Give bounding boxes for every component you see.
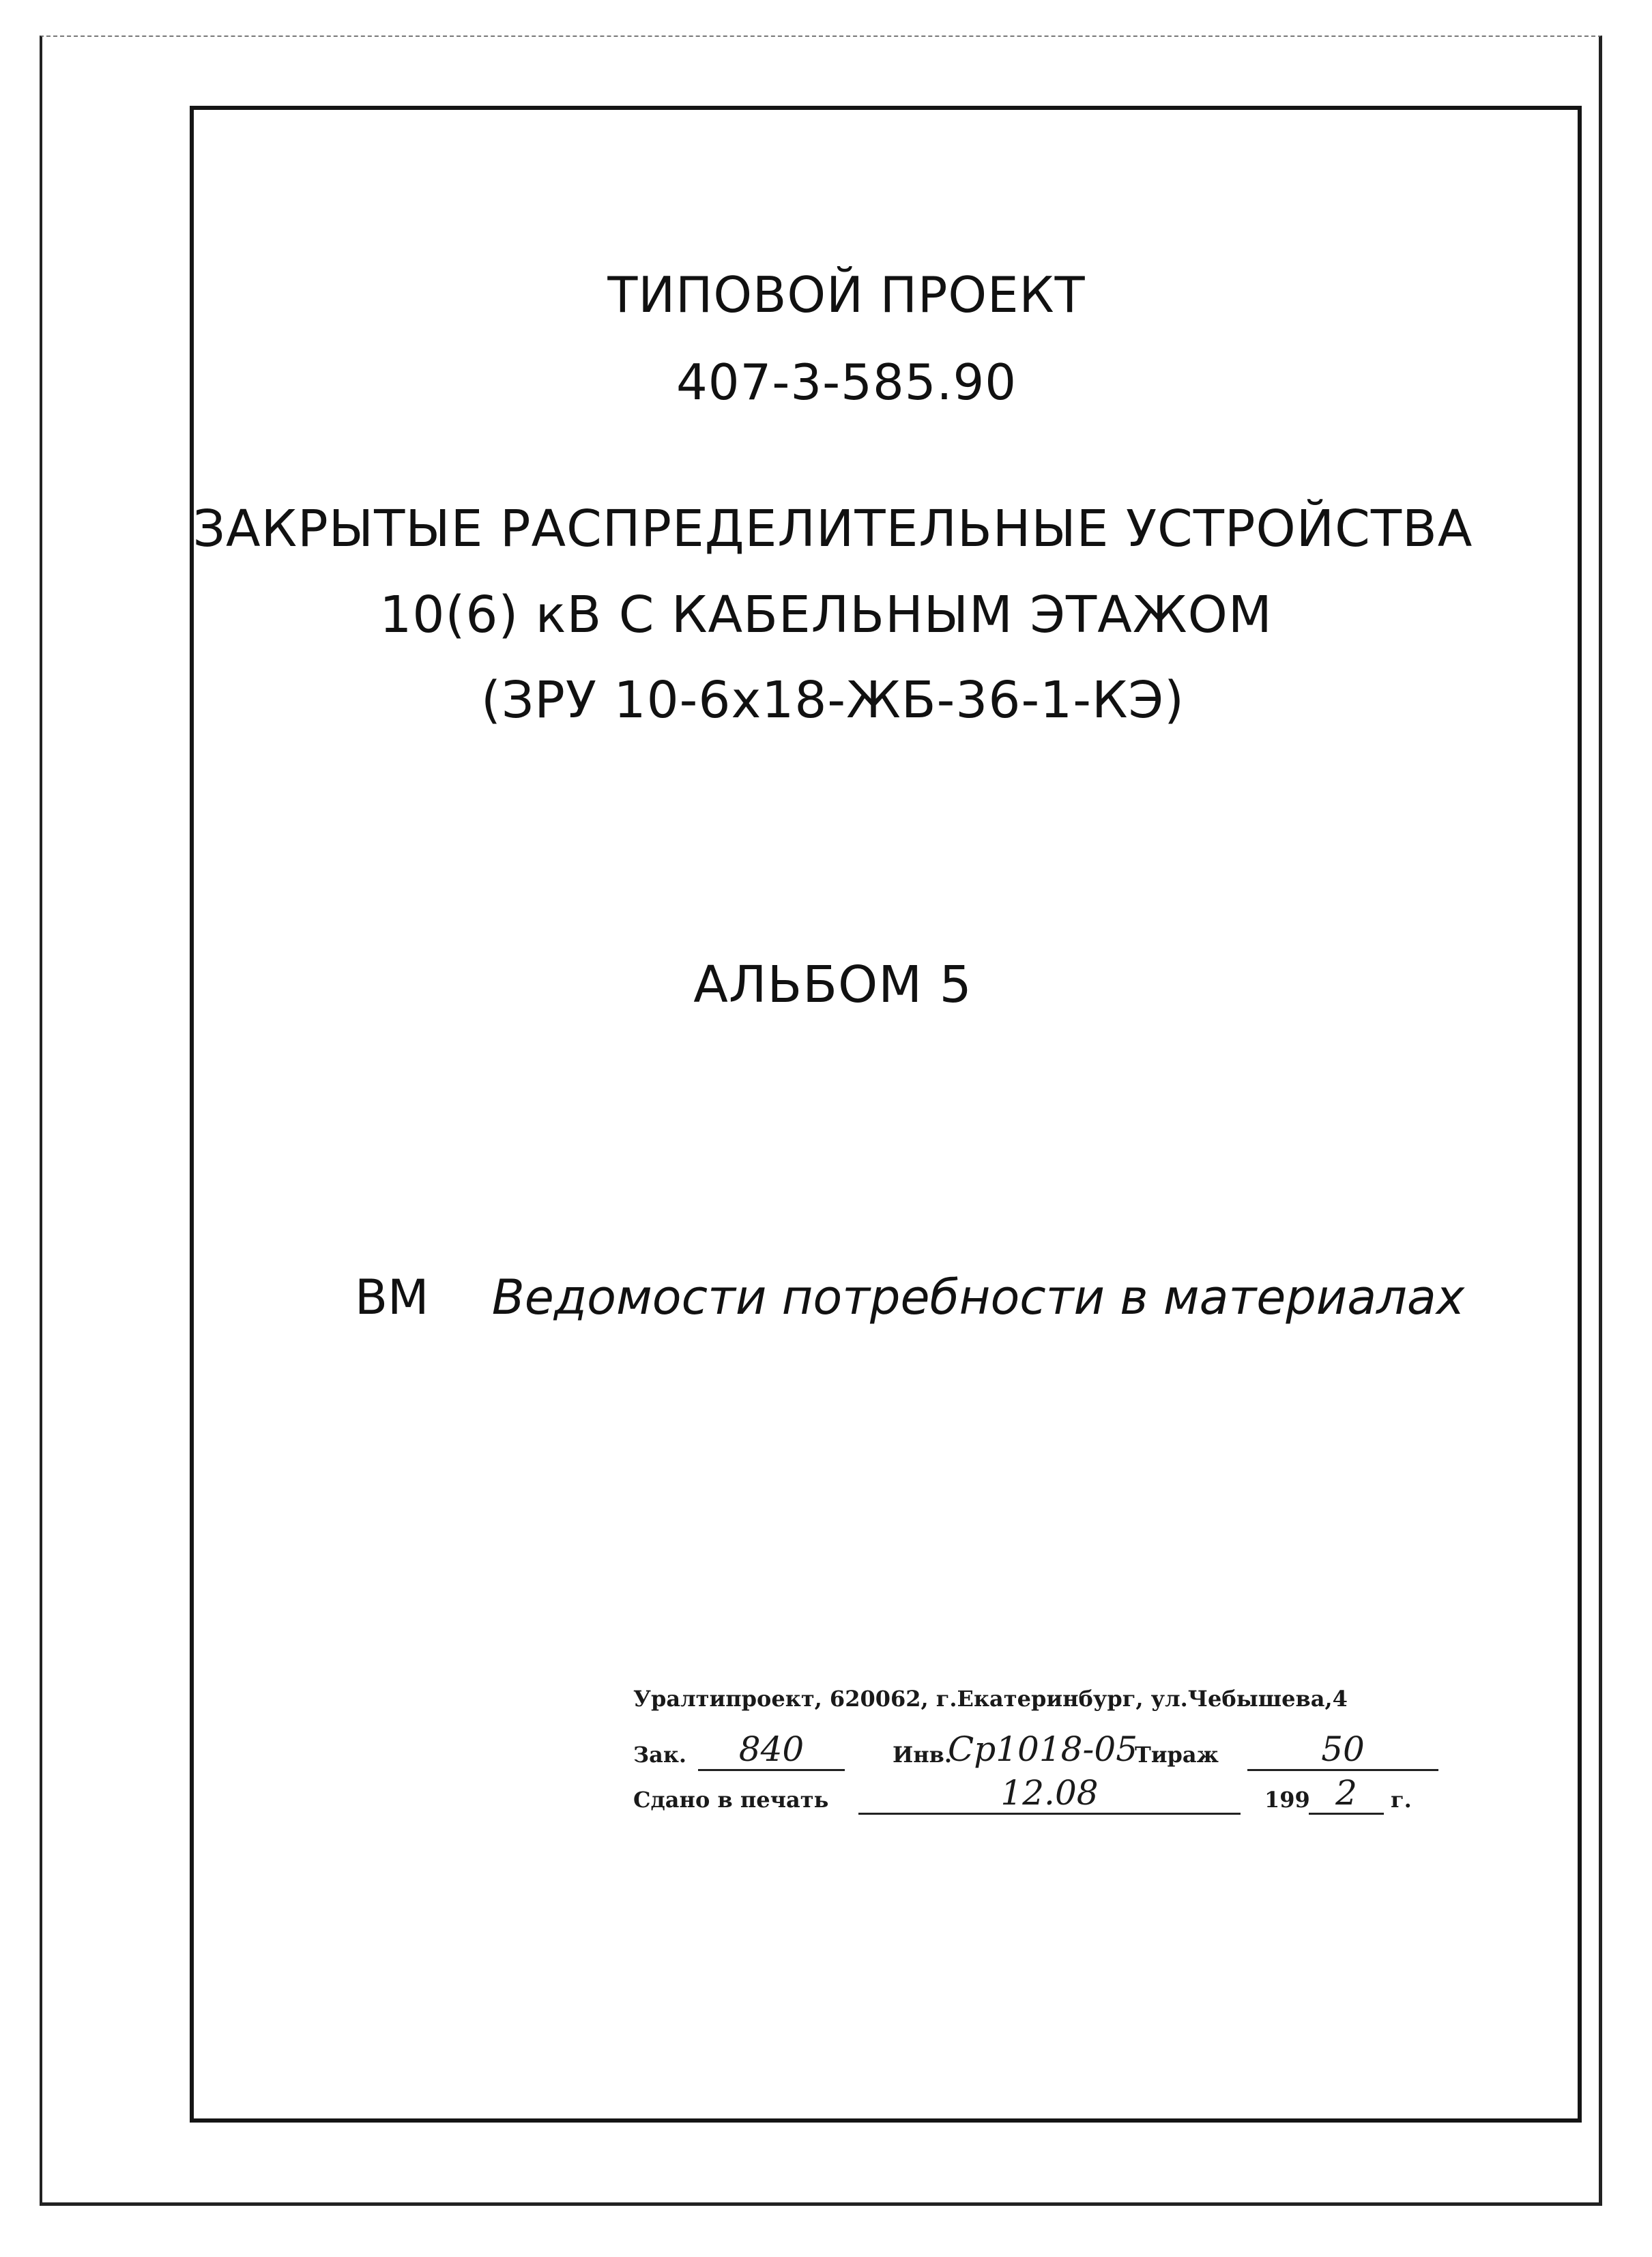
inventory-label: Инв.: [893, 1742, 953, 1768]
printed-label: Сдано в печать: [633, 1787, 829, 1813]
imprint-block: [633, 1686, 1438, 1817]
project-title-line-3: (ЗРУ 10-6х18-ЖБ-36-1-КЭ): [480, 671, 1185, 730]
order-number: 840: [698, 1729, 845, 1771]
imprint-printed-row: [633, 1773, 1438, 1817]
print-run-value: 50: [1247, 1729, 1438, 1771]
imprint-publisher-row: [633, 1686, 1438, 1729]
album-label: АЛЬБОМ 5: [693, 955, 972, 1014]
inventory-number: Ср1018-05: [947, 1729, 1138, 1769]
imprint-order-row: [633, 1729, 1438, 1773]
publisher-address: Уралтипроект, 620062, г.Екатеринбург, ул.Чебышева,4: [633, 1686, 1348, 1712]
print-run-label: Тираж: [1135, 1742, 1219, 1768]
order-label: Зак.: [633, 1742, 687, 1768]
section-heading: [355, 1269, 1464, 1325]
project-title-line-2: 10(6) кВ С КАБЕЛЬНЫМ ЭТАЖОМ: [379, 586, 1273, 644]
project-title-line-1: ЗАКРЫТЫЕ РАСПРЕДЕЛИТЕЛЬНЫЕ УСТРОЙСТВА: [192, 500, 1473, 558]
year-digit: 2: [1309, 1773, 1384, 1815]
printed-date: 12.08: [858, 1773, 1241, 1815]
year-prefix: 199: [1264, 1787, 1310, 1813]
project-type-heading: ТИПОВОЙ ПРОЕКТ: [607, 266, 1086, 324]
section-title: Ведомости потребности в материалах: [491, 1269, 1465, 1325]
project-number: 407-3-585.90: [676, 354, 1017, 411]
section-code: ВМ: [355, 1269, 429, 1325]
year-suffix: г.: [1391, 1787, 1412, 1813]
